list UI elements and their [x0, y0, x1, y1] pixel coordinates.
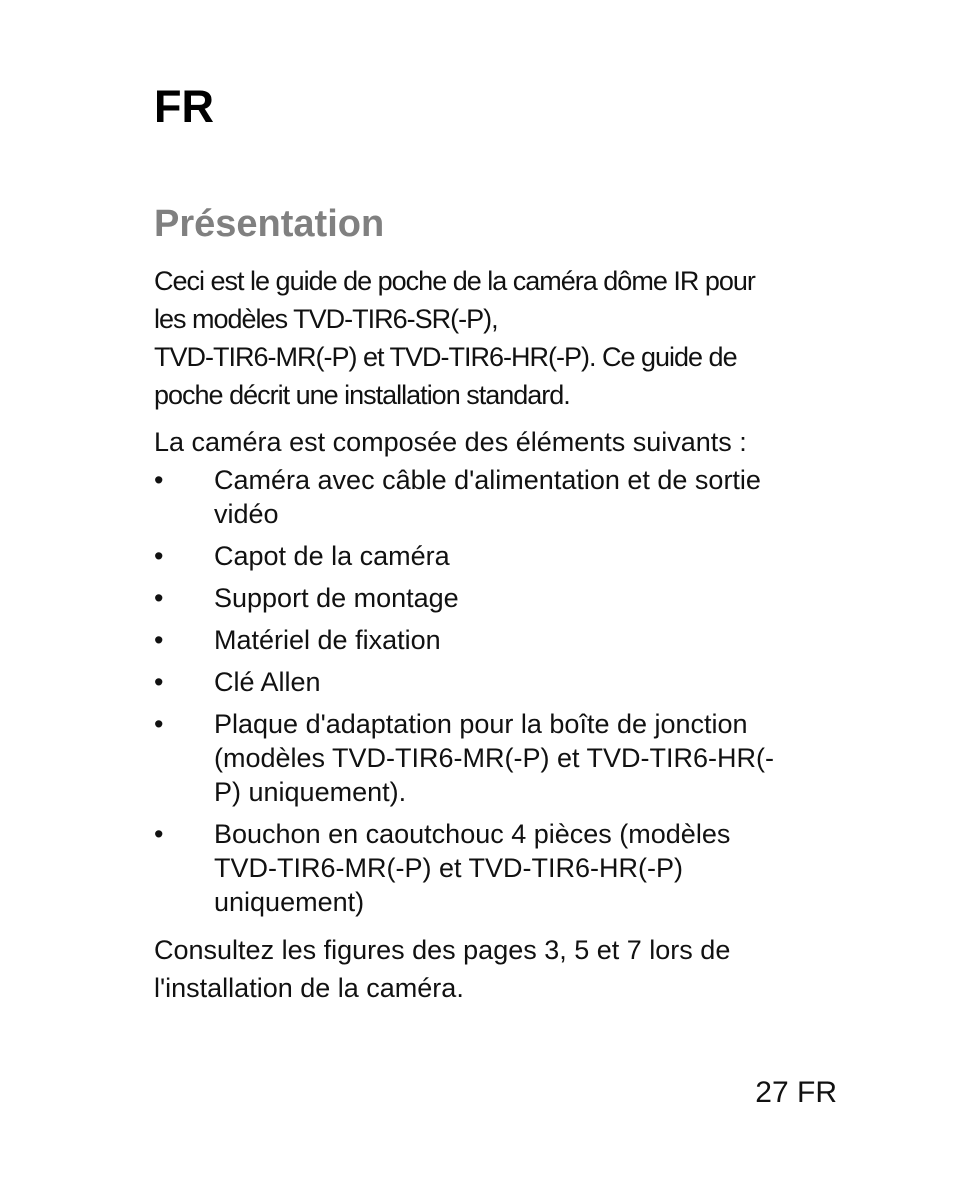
list-item-line: (modèles TVD-TIR6-MR(-P) et TVD-TIR6-HR(- [214, 743, 775, 773]
bullet-icon: • [154, 709, 164, 739]
list-item [154, 539, 844, 573]
list-item [154, 707, 844, 809]
components-list [154, 463, 844, 919]
list-item [154, 665, 844, 699]
bullet-icon: • [154, 667, 164, 697]
components-lead: La caméra est composée des éléments suivants : [154, 427, 747, 457]
bullet-icon: • [154, 583, 164, 613]
intro-line: TVD-TIR6-MR(-P) et TVD-TIR6-HR(-P). Ce guide de [154, 342, 737, 372]
outro-line: Consultez les figures des pages 3, 5 et 7 lors de [154, 935, 731, 965]
main-content [154, 262, 844, 1007]
list-item-line: Clé Allen [214, 667, 321, 697]
section-title: Présentation [154, 203, 385, 245]
intro-line: Ceci est le guide de poche de la caméra dôme IR pour [154, 266, 755, 296]
list-item-line: Caméra avec câble d'alimentation et de sortie [214, 465, 761, 495]
list-item [154, 463, 844, 531]
bullet-icon: • [154, 541, 164, 571]
list-item-line: Support de montage [214, 583, 459, 613]
list-item-line: uniquement) [214, 887, 365, 917]
list-item [154, 581, 844, 615]
intro-paragraph [154, 262, 844, 414]
page-number: 27 FR [755, 1076, 837, 1109]
outro-line: l'installation de la caméra. [154, 973, 464, 1003]
intro-line: les modèles TVD-TIR6-SR(-P), [154, 304, 498, 334]
list-item-line: P) uniquement). [214, 777, 407, 807]
intro-line: poche décrit une installation standard. [154, 380, 570, 410]
list-item [154, 623, 844, 657]
list-item-line: Plaque d'adaptation pour la boîte de jonction [214, 709, 748, 739]
list-item-line: TVD-TIR6-MR(-P) et TVD-TIR6-HR(-P) [214, 853, 683, 883]
language-code-heading: FR [154, 81, 214, 132]
list-item-line: Bouchon en caoutchouc 4 pièces (modèles [214, 819, 731, 849]
installation-note [154, 931, 844, 1007]
bullet-icon: • [154, 625, 164, 655]
list-item-line: vidéo [214, 499, 279, 529]
bullet-icon: • [154, 819, 164, 849]
list-item [154, 817, 844, 919]
list-item-line: Capot de la caméra [214, 541, 450, 571]
list-item-line: Matériel de fixation [214, 625, 441, 655]
bullet-icon: • [154, 465, 164, 495]
